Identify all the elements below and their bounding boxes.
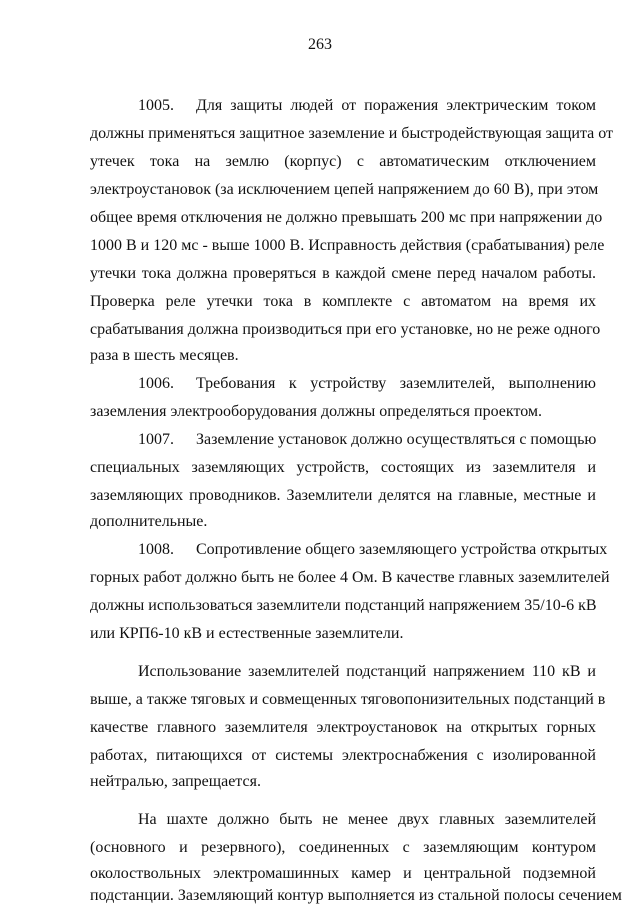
paragraph-6-line-3: околоствольных электромашинных камер и центральной подземной	[90, 865, 596, 882]
paragraph-5-line-2: выше, а также тяговых и совмещенных тяговопонизительных подстанций в	[90, 691, 606, 708]
paragraph-1005-line-8: Проверка реле утечки тока в комплекте с автоматом на время их	[90, 293, 596, 310]
paragraph-1005-line-5: общее время отключения не должно превышать 200 мс при напряжении до	[90, 209, 603, 226]
paragraph-6-line-2: (основного и резервного), соединенных с заземляющим контуром	[90, 839, 596, 856]
paragraph-number-1007: 1007.	[138, 431, 174, 448]
paragraph-1008-line-3: должны использоваться заземлители подстанций напряжением 35/10-6 кВ	[90, 597, 597, 614]
paragraph-1005-line-3: утечек тока на землю (корпус) с автоматическим отключением	[90, 153, 596, 170]
paragraph-1005-line-2: должны применяться защитное заземление и быстродействующая защита от	[90, 125, 614, 142]
paragraph-number-1008: 1008.	[138, 541, 174, 558]
paragraph-1005-line-6: 1000 В и 120 мс - выше 1000 В. Исправность действия (срабатывания) реле	[90, 237, 605, 254]
paragraph-1006-line-2: заземления электрооборудования должны определяться проектом.	[90, 403, 543, 420]
paragraph-1006-line-1: 1006. Требования к устройству заземлителей, выполнению	[138, 375, 596, 392]
paragraph-1005-line-1: 1005. Для защиты людей от поражения электрическим током	[138, 97, 596, 114]
paragraph-1005-line-7: утечки тока должна проверяться в каждой смене перед началом работы.	[90, 265, 596, 282]
paragraph-number-1005: 1005.	[138, 97, 174, 114]
paragraph-6-line-1: На шахте должно быть не менее двух главных заземлителей	[138, 811, 596, 828]
paragraph-number-1006: 1006.	[138, 375, 174, 392]
paragraph-1007-line-1: 1007. Заземление установок должно осуществляться с помощью	[138, 431, 597, 448]
paragraph-1008-line-2: горных работ должно быть не более 4 Ом. В качестве главных заземлителей	[90, 569, 610, 586]
paragraph-1005-line-10: раза в шесть месяцев.	[90, 347, 239, 364]
paragraph-6-line-4: подстанции. Заземляющий контур выполняется из стальной полосы сечением	[90, 887, 622, 904]
paragraph-1008-line-4: или КРП6-10 кВ и естественные заземлители.	[90, 625, 404, 642]
paragraph-5-line-1: Использование заземлителей подстанций напряжением 110 кВ и	[138, 663, 596, 680]
paragraph-5-line-3: качестве главного заземлителя электроустановок на открытых горных	[90, 719, 596, 736]
page-number: 263	[308, 36, 332, 53]
paragraph-1007-line-2: специальных заземляющих устройств, состоящих из заземлителя и	[90, 459, 596, 476]
paragraph-5-line-4: работах, питающихся от системы электроснабжения с изолированной	[90, 747, 596, 764]
paragraph-5-line-5: нейтралью, запрещается.	[90, 773, 261, 790]
paragraph-1007-line-4: дополнительные.	[90, 513, 208, 530]
paragraph-1008-line-1: 1008. Сопротивление общего заземляющего устройства открытых	[138, 541, 608, 558]
paragraph-1007-line-3: заземляющих проводников. Заземлители делятся на главные, местные и	[90, 487, 596, 504]
paragraph-1005-line-9: срабатывания должна производиться при его установке, но не реже одного	[90, 321, 601, 338]
paragraph-1005-line-4: электроустановок (за исключением цепей напряжением до 60 В), при этом	[90, 181, 599, 198]
